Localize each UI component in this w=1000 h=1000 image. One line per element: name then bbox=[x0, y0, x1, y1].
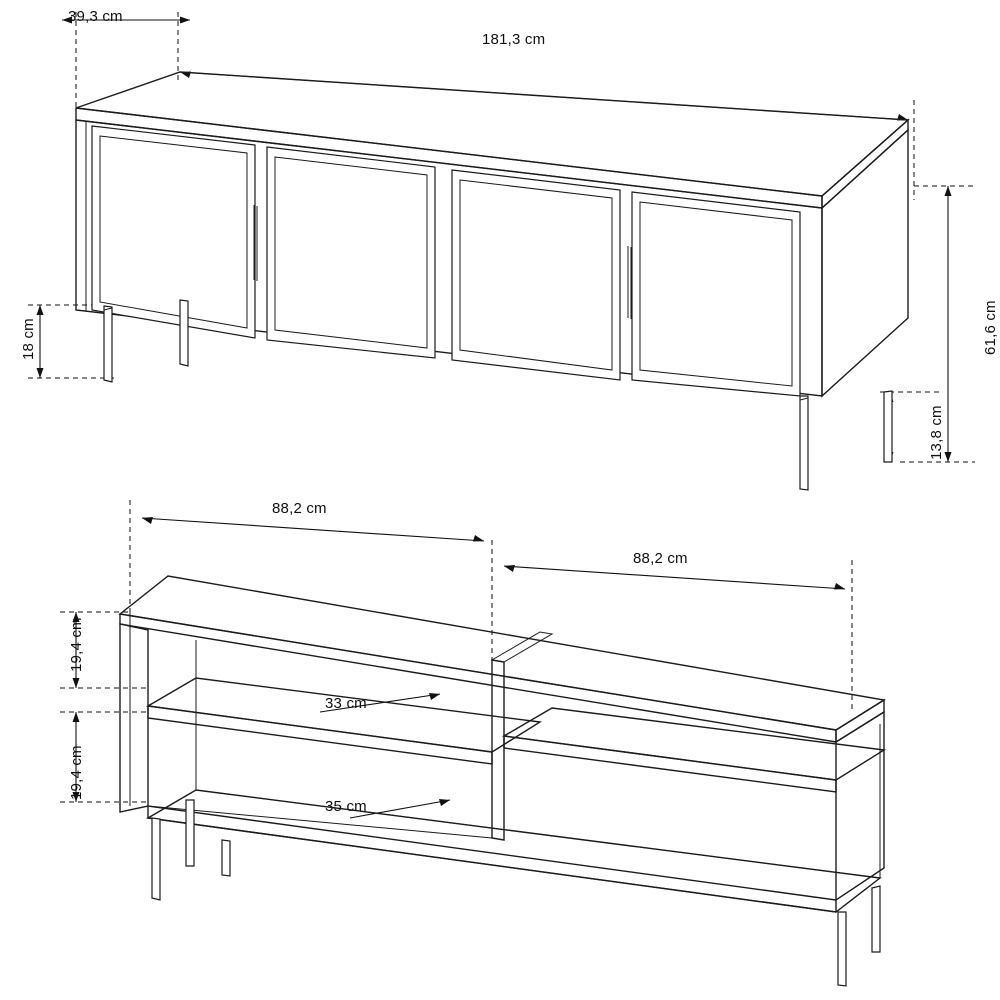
dim-label-depth: 39,3 cm bbox=[68, 8, 123, 25]
leg-back-left bbox=[180, 300, 188, 366]
dim-section-left bbox=[142, 517, 484, 542]
dim-label-leg-height-right: 13,8 cm bbox=[928, 405, 945, 460]
dim-label-leg-height-left: 18 cm bbox=[20, 318, 37, 360]
door-front-1 bbox=[92, 126, 255, 338]
dim-label-section-left: 88,2 cm bbox=[272, 500, 327, 517]
leg-interior-back-left bbox=[222, 840, 230, 876]
dim-label-shelf-lower: 35 cm bbox=[325, 798, 367, 815]
door-front-2 bbox=[267, 147, 435, 358]
center-divider bbox=[492, 632, 552, 840]
dim-label-section-right: 88,2 cm bbox=[633, 550, 688, 567]
leg-interior-front-right bbox=[838, 912, 846, 986]
leg-interior-front-left bbox=[152, 818, 160, 900]
leg-interior-back-right bbox=[872, 886, 880, 952]
cabinet-body-interior bbox=[120, 576, 884, 912]
dim-label-compartment-upper: 19,4 cm bbox=[68, 617, 85, 672]
leg-front-right bbox=[800, 396, 808, 490]
interior-perspective-view bbox=[60, 500, 884, 986]
dim-label-compartment-lower: 19,4 cm bbox=[68, 745, 85, 800]
dim-leg-height-left bbox=[37, 305, 44, 378]
dim-total-height bbox=[945, 186, 952, 462]
leg-interior-back-left-2 bbox=[186, 800, 194, 866]
door-front-4 bbox=[632, 192, 800, 396]
dim-label-width: 181,3 cm bbox=[482, 31, 546, 48]
dim-label-total-height: 61,6 cm bbox=[982, 300, 999, 355]
door-handle-right bbox=[628, 246, 631, 319]
dim-label-shelf-upper: 33 cm bbox=[325, 695, 367, 712]
dim-section-right bbox=[504, 565, 845, 590]
front-perspective-view bbox=[28, 12, 975, 490]
leg-back-right bbox=[884, 391, 892, 462]
door-front-3 bbox=[452, 170, 620, 380]
shelf-right bbox=[504, 708, 884, 792]
leg-front-left bbox=[104, 306, 112, 382]
shelf-left bbox=[148, 678, 540, 764]
